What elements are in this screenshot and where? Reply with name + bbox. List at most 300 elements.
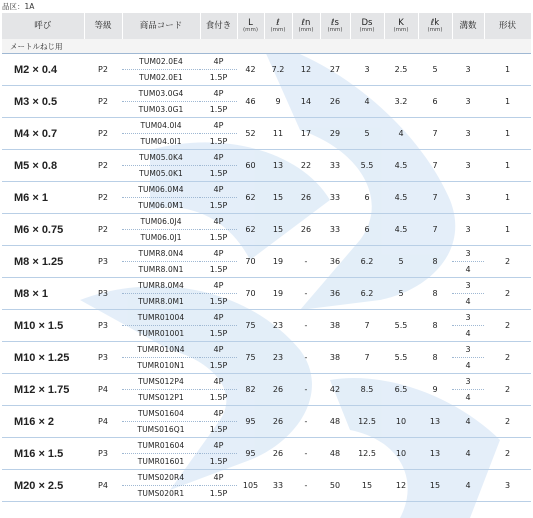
thread-size-cell: M3 × 0.5 xyxy=(2,86,84,118)
bite-value: 4P xyxy=(200,406,237,422)
grade-cell: P3 xyxy=(84,278,122,310)
product-code: TUMR010N4 xyxy=(122,342,200,358)
dim-ln-cell: 22 xyxy=(292,150,320,182)
header-bite: 食付き xyxy=(200,13,237,39)
product-code: TUM03.0G1 xyxy=(138,105,184,114)
dim-ln-cell: - xyxy=(292,374,320,406)
dim-L-cell: 52 xyxy=(237,118,264,150)
product-code: TUM06.0J1 xyxy=(140,233,182,242)
table-row xyxy=(2,374,531,406)
bite-value: 1.5P xyxy=(209,329,228,338)
product-code: TUM05.0K1 xyxy=(139,169,183,178)
dim-ls-cell: 26 xyxy=(320,86,350,118)
table-row xyxy=(2,438,531,470)
grooves-cell: 4 xyxy=(452,438,484,470)
table-row xyxy=(2,86,531,118)
dim-K-cell: 4.5 xyxy=(384,182,418,214)
product-code: TUMS016Q1 xyxy=(137,425,185,434)
product-code: TUMS020R1 xyxy=(137,489,185,498)
bite-value: 1.5P xyxy=(209,393,228,402)
grooves-value: 4 xyxy=(465,265,471,274)
bite-value: 4P xyxy=(200,182,237,198)
product-code: TUMR01604 xyxy=(122,438,200,454)
bite-value: 1.5P xyxy=(209,457,228,466)
shape-cell: 1 xyxy=(484,54,531,86)
bite-value: 4P xyxy=(200,86,237,102)
bite-value: 4P xyxy=(200,310,237,326)
table-row xyxy=(2,406,531,438)
bite-pair xyxy=(200,406,237,437)
header-ln: ℓn (mm) xyxy=(292,13,320,39)
bite-cell xyxy=(200,54,237,86)
product-code-pair xyxy=(122,150,200,181)
dim-Ds-cell: 15 xyxy=(350,470,384,502)
bite-value: 4P xyxy=(200,214,237,230)
dim-Ds-cell: 6.2 xyxy=(350,278,384,310)
dim-lk-cell: 8 xyxy=(418,342,452,374)
thread-size-cell: M4 × 0.7 xyxy=(2,118,84,150)
dim-ls-cell: 33 xyxy=(320,182,350,214)
dim-K-cell: 4 xyxy=(384,118,418,150)
shape-cell: 1 xyxy=(484,118,531,150)
dim-ls-cell: 42 xyxy=(320,374,350,406)
dim-l-cell: 33 xyxy=(264,470,292,502)
grooves-cell xyxy=(452,310,484,342)
bite-cell xyxy=(200,182,237,214)
section-row xyxy=(2,39,531,54)
product-code-pair xyxy=(122,470,200,501)
dim-Ds-cell: 12.5 xyxy=(350,406,384,438)
shape-cell: 3 xyxy=(484,470,531,502)
product-code-pair xyxy=(122,246,200,277)
dim-l-cell: 11 xyxy=(264,118,292,150)
product-code-cell xyxy=(122,54,200,86)
product-code-pair xyxy=(122,310,200,341)
table-row xyxy=(2,246,531,278)
bite-value: 1.5P xyxy=(209,233,228,242)
bite-pair xyxy=(200,54,237,85)
dim-K-cell: 5 xyxy=(384,278,418,310)
dim-ln-cell: 26 xyxy=(292,182,320,214)
dim-Ds-cell: 6 xyxy=(350,214,384,246)
grooves-cell: 3 xyxy=(452,54,484,86)
dim-L-cell: 95 xyxy=(237,406,264,438)
dim-ls-cell: 38 xyxy=(320,342,350,374)
table-row xyxy=(2,278,531,310)
header-L: L (mm) xyxy=(237,13,264,39)
grade-cell: P2 xyxy=(84,150,122,182)
dim-ls-cell: 38 xyxy=(320,310,350,342)
dim-L-cell: 82 xyxy=(237,374,264,406)
dim-lk-cell: 7 xyxy=(418,150,452,182)
header-ls: ℓs (mm) xyxy=(320,13,350,39)
header-lk: ℓk (mm) xyxy=(418,13,452,39)
dim-ln-cell: - xyxy=(292,278,320,310)
thread-size-cell: M10 × 1.25 xyxy=(2,342,84,374)
dim-L-cell: 62 xyxy=(237,214,264,246)
dim-ls-cell: 48 xyxy=(320,438,350,470)
product-code-cell xyxy=(122,470,200,502)
section-label: メートルねじ用 xyxy=(2,39,531,54)
dim-ln-cell: 26 xyxy=(292,214,320,246)
dim-K-cell: 4.5 xyxy=(384,150,418,182)
product-code-cell xyxy=(122,150,200,182)
grade-cell: P4 xyxy=(84,470,122,502)
grooves-pair xyxy=(452,342,484,373)
dim-L-cell: 62 xyxy=(237,182,264,214)
shape-cell: 2 xyxy=(484,342,531,374)
product-code: TUMR010N1 xyxy=(137,361,185,370)
dim-lk-cell: 15 xyxy=(418,470,452,502)
tap-spec-table xyxy=(2,13,532,502)
bite-value: 1.5P xyxy=(209,361,228,370)
product-code-cell xyxy=(122,182,200,214)
dim-l-cell: 15 xyxy=(264,182,292,214)
dim-Ds-cell: 6.2 xyxy=(350,246,384,278)
bite-cell xyxy=(200,246,237,278)
grooves-value: 3 xyxy=(452,310,484,326)
grooves-cell: 3 xyxy=(452,182,484,214)
bite-pair xyxy=(200,150,237,181)
thread-size-cell: M5 × 0.8 xyxy=(2,150,84,182)
grooves-value: 4 xyxy=(465,361,471,370)
product-code: TUMR01004 xyxy=(122,310,200,326)
bite-pair xyxy=(200,374,237,405)
bite-value: 1.5P xyxy=(209,425,228,434)
dim-L-cell: 60 xyxy=(237,150,264,182)
product-code: TUM06.0M4 xyxy=(122,182,200,198)
thread-size-cell: M2 × 0.4 xyxy=(2,54,84,86)
grooves-value: 3 xyxy=(452,278,484,294)
dim-ln-cell: - xyxy=(292,310,320,342)
dim-l-cell: 7.2 xyxy=(264,54,292,86)
dim-L-cell: 46 xyxy=(237,86,264,118)
dim-ls-cell: 36 xyxy=(320,278,350,310)
dim-l-cell: 19 xyxy=(264,246,292,278)
header-name: 呼び xyxy=(2,13,84,39)
dim-lk-cell: 5 xyxy=(418,54,452,86)
dim-L-cell: 70 xyxy=(237,278,264,310)
grooves-cell xyxy=(452,374,484,406)
dim-L-cell: 75 xyxy=(237,310,264,342)
bite-value: 4P xyxy=(200,470,237,486)
product-code: TUM04.0I4 xyxy=(122,118,200,134)
dim-ln-cell: - xyxy=(292,246,320,278)
bite-value: 4P xyxy=(200,54,237,70)
dim-lk-cell: 8 xyxy=(418,246,452,278)
dim-Ds-cell: 7 xyxy=(350,310,384,342)
product-code-cell xyxy=(122,374,200,406)
product-code-cell xyxy=(122,86,200,118)
grooves-pair xyxy=(452,374,484,405)
product-code: TUM03.0G4 xyxy=(122,86,200,102)
product-code-cell xyxy=(122,214,200,246)
shape-cell: 2 xyxy=(484,374,531,406)
thread-size-cell: M6 × 1 xyxy=(2,182,84,214)
bite-cell xyxy=(200,278,237,310)
dim-ln-cell: - xyxy=(292,406,320,438)
dim-Ds-cell: 4 xyxy=(350,86,384,118)
dim-ls-cell: 50 xyxy=(320,470,350,502)
bite-pair xyxy=(200,246,237,277)
grade-cell: P4 xyxy=(84,406,122,438)
dim-l-cell: 26 xyxy=(264,374,292,406)
bite-value: 1.5P xyxy=(209,105,228,114)
dim-ls-cell: 36 xyxy=(320,246,350,278)
grooves-cell: 3 xyxy=(452,150,484,182)
header-grooves: 溝数 xyxy=(452,13,484,39)
bite-value: 4P xyxy=(200,438,237,454)
table-row xyxy=(2,182,531,214)
dim-K-cell: 5.5 xyxy=(384,342,418,374)
table-row xyxy=(2,150,531,182)
bite-pair xyxy=(200,214,237,245)
grade-cell: P3 xyxy=(84,438,122,470)
bite-value: 1.5P xyxy=(209,73,228,82)
dim-K-cell: 5 xyxy=(384,246,418,278)
header-row xyxy=(2,13,531,39)
bite-value: 1.5P xyxy=(209,137,228,146)
dim-Ds-cell: 5.5 xyxy=(350,150,384,182)
grooves-value: 3 xyxy=(452,246,484,262)
product-code-cell xyxy=(122,438,200,470)
bite-value: 4P xyxy=(200,246,237,262)
shape-cell: 1 xyxy=(484,86,531,118)
dim-K-cell: 10 xyxy=(384,406,418,438)
bite-value: 1.5P xyxy=(209,489,228,498)
grade-cell: P2 xyxy=(84,214,122,246)
table-row xyxy=(2,470,531,502)
dim-ls-cell: 33 xyxy=(320,214,350,246)
dim-lk-cell: 7 xyxy=(418,118,452,150)
bite-pair xyxy=(200,438,237,469)
table-row xyxy=(2,54,531,86)
dim-ln-cell: 14 xyxy=(292,86,320,118)
bite-cell xyxy=(200,374,237,406)
table-row xyxy=(2,310,531,342)
dim-L-cell: 95 xyxy=(237,438,264,470)
bite-cell xyxy=(200,406,237,438)
dim-l-cell: 26 xyxy=(264,406,292,438)
product-code: TUM06.0J4 xyxy=(122,214,200,230)
bite-value: 1.5P xyxy=(209,201,228,210)
product-code-pair xyxy=(122,406,200,437)
shape-cell: 1 xyxy=(484,150,531,182)
dim-lk-cell: 8 xyxy=(418,310,452,342)
dim-l-cell: 13 xyxy=(264,150,292,182)
bite-value: 4P xyxy=(200,118,237,134)
product-code-pair xyxy=(122,278,200,309)
product-code-pair xyxy=(122,374,200,405)
bite-cell xyxy=(200,86,237,118)
bite-pair xyxy=(200,118,237,149)
dim-K-cell: 6.5 xyxy=(384,374,418,406)
product-code: TUM05.0K4 xyxy=(122,150,200,166)
grade-cell: P2 xyxy=(84,86,122,118)
bite-cell xyxy=(200,214,237,246)
dim-l-cell: 23 xyxy=(264,342,292,374)
product-code: TUMS012P4 xyxy=(122,374,200,390)
product-code: TUM02.0E1 xyxy=(139,73,183,82)
dim-ls-cell: 48 xyxy=(320,406,350,438)
product-code: TUMR8.0M4 xyxy=(122,278,200,294)
bite-value: 4P xyxy=(200,342,237,358)
dim-Ds-cell: 6 xyxy=(350,182,384,214)
product-code: TUM02.0E4 xyxy=(122,54,200,70)
bite-cell xyxy=(200,118,237,150)
grooves-cell xyxy=(452,278,484,310)
table-row xyxy=(2,118,531,150)
dim-lk-cell: 13 xyxy=(418,406,452,438)
product-code-pair xyxy=(122,118,200,149)
product-code: TUM04.0I1 xyxy=(140,137,182,146)
grooves-cell: 3 xyxy=(452,214,484,246)
product-code-pair xyxy=(122,438,200,469)
dim-Ds-cell: 8.5 xyxy=(350,374,384,406)
category-label: 品区：1A xyxy=(2,2,35,11)
shape-cell: 2 xyxy=(484,406,531,438)
dim-ln-cell: 17 xyxy=(292,118,320,150)
grooves-cell: 3 xyxy=(452,118,484,150)
dim-ls-cell: 27 xyxy=(320,54,350,86)
product-code-pair xyxy=(122,86,200,117)
grooves-cell xyxy=(452,342,484,374)
bite-cell xyxy=(200,342,237,374)
thread-size-cell: M16 × 1.5 xyxy=(2,438,84,470)
dim-l-cell: 26 xyxy=(264,438,292,470)
dim-L-cell: 42 xyxy=(237,54,264,86)
dim-Ds-cell: 3 xyxy=(350,54,384,86)
product-code: TUMR8.0M1 xyxy=(138,297,184,306)
dim-lk-cell: 9 xyxy=(418,374,452,406)
grooves-pair xyxy=(452,246,484,277)
shape-cell: 2 xyxy=(484,438,531,470)
grooves-cell xyxy=(452,246,484,278)
product-code-cell xyxy=(122,310,200,342)
header-K: K (mm) xyxy=(384,13,418,39)
header-shape: 形状 xyxy=(484,13,531,39)
dim-ln-cell: - xyxy=(292,342,320,374)
grooves-cell: 4 xyxy=(452,470,484,502)
header-grade: 等級 xyxy=(84,13,122,39)
dim-l-cell: 15 xyxy=(264,214,292,246)
product-code: TUMR8.0N1 xyxy=(138,265,184,274)
bite-cell xyxy=(200,310,237,342)
dim-lk-cell: 7 xyxy=(418,214,452,246)
shape-cell: 2 xyxy=(484,246,531,278)
grooves-value: 4 xyxy=(465,297,471,306)
product-code-pair xyxy=(122,214,200,245)
product-code: TUMR01601 xyxy=(137,457,185,466)
thread-size-cell: M16 × 2 xyxy=(2,406,84,438)
thread-size-cell: M20 × 2.5 xyxy=(2,470,84,502)
bite-value: 1.5P xyxy=(209,169,228,178)
dim-K-cell: 5.5 xyxy=(384,310,418,342)
grooves-value: 4 xyxy=(465,329,471,338)
product-code-cell xyxy=(122,278,200,310)
dim-ln-cell: - xyxy=(292,470,320,502)
bite-pair xyxy=(200,310,237,341)
grade-cell: P3 xyxy=(84,342,122,374)
bite-pair xyxy=(200,278,237,309)
thread-size-cell: M8 × 1 xyxy=(2,278,84,310)
bite-value: 4P xyxy=(200,278,237,294)
product-code-cell xyxy=(122,342,200,374)
grooves-cell: 3 xyxy=(452,86,484,118)
shape-cell: 1 xyxy=(484,214,531,246)
grade-cell: P4 xyxy=(84,374,122,406)
table-row xyxy=(2,342,531,374)
thread-size-cell: M6 × 0.75 xyxy=(2,214,84,246)
product-code: TUMR8.0N4 xyxy=(122,246,200,262)
dim-l-cell: 23 xyxy=(264,310,292,342)
dim-lk-cell: 6 xyxy=(418,86,452,118)
product-code-pair xyxy=(122,342,200,373)
product-code: TUMS01604 xyxy=(122,406,200,422)
dim-ls-cell: 33 xyxy=(320,150,350,182)
thread-size-cell: M10 × 1.5 xyxy=(2,310,84,342)
bite-value: 1.5P xyxy=(209,265,228,274)
dim-lk-cell: 7 xyxy=(418,182,452,214)
bite-cell xyxy=(200,438,237,470)
product-code: TUM06.0M1 xyxy=(138,201,184,210)
header-l: ℓ (mm) xyxy=(264,13,292,39)
grade-cell: P2 xyxy=(84,54,122,86)
product-code: TUMS020R4 xyxy=(122,470,200,486)
dim-Ds-cell: 12.5 xyxy=(350,438,384,470)
table-row xyxy=(2,214,531,246)
grooves-cell: 4 xyxy=(452,406,484,438)
dim-L-cell: 105 xyxy=(237,470,264,502)
dim-K-cell: 3.2 xyxy=(384,86,418,118)
thread-size-cell: M12 × 1.75 xyxy=(2,374,84,406)
grooves-pair xyxy=(452,278,484,309)
product-code-cell xyxy=(122,246,200,278)
product-code-pair xyxy=(122,182,200,213)
grade-cell: P3 xyxy=(84,310,122,342)
dim-ln-cell: - xyxy=(292,438,320,470)
product-code-pair xyxy=(122,54,200,85)
dim-L-cell: 75 xyxy=(237,342,264,374)
product-code-cell xyxy=(122,118,200,150)
bite-cell xyxy=(200,150,237,182)
dim-l-cell: 9 xyxy=(264,86,292,118)
bite-pair xyxy=(200,86,237,117)
grade-cell: P2 xyxy=(84,182,122,214)
bite-value: 1.5P xyxy=(209,297,228,306)
dim-Ds-cell: 7 xyxy=(350,342,384,374)
bite-value: 4P xyxy=(200,150,237,166)
bite-pair xyxy=(200,470,237,501)
dim-Ds-cell: 5 xyxy=(350,118,384,150)
dim-ls-cell: 29 xyxy=(320,118,350,150)
thread-size-cell: M8 × 1.25 xyxy=(2,246,84,278)
grooves-value: 3 xyxy=(452,342,484,358)
dim-l-cell: 19 xyxy=(264,278,292,310)
bite-pair xyxy=(200,342,237,373)
bite-value: 4P xyxy=(200,374,237,390)
header-Ds: Ds (mm) xyxy=(350,13,384,39)
shape-cell: 2 xyxy=(484,310,531,342)
grooves-value: 4 xyxy=(465,393,471,402)
dim-L-cell: 70 xyxy=(237,246,264,278)
bite-pair xyxy=(200,182,237,213)
grooves-value: 3 xyxy=(452,374,484,390)
dim-lk-cell: 13 xyxy=(418,438,452,470)
shape-cell: 1 xyxy=(484,182,531,214)
dim-K-cell: 10 xyxy=(384,438,418,470)
dim-K-cell: 12 xyxy=(384,470,418,502)
